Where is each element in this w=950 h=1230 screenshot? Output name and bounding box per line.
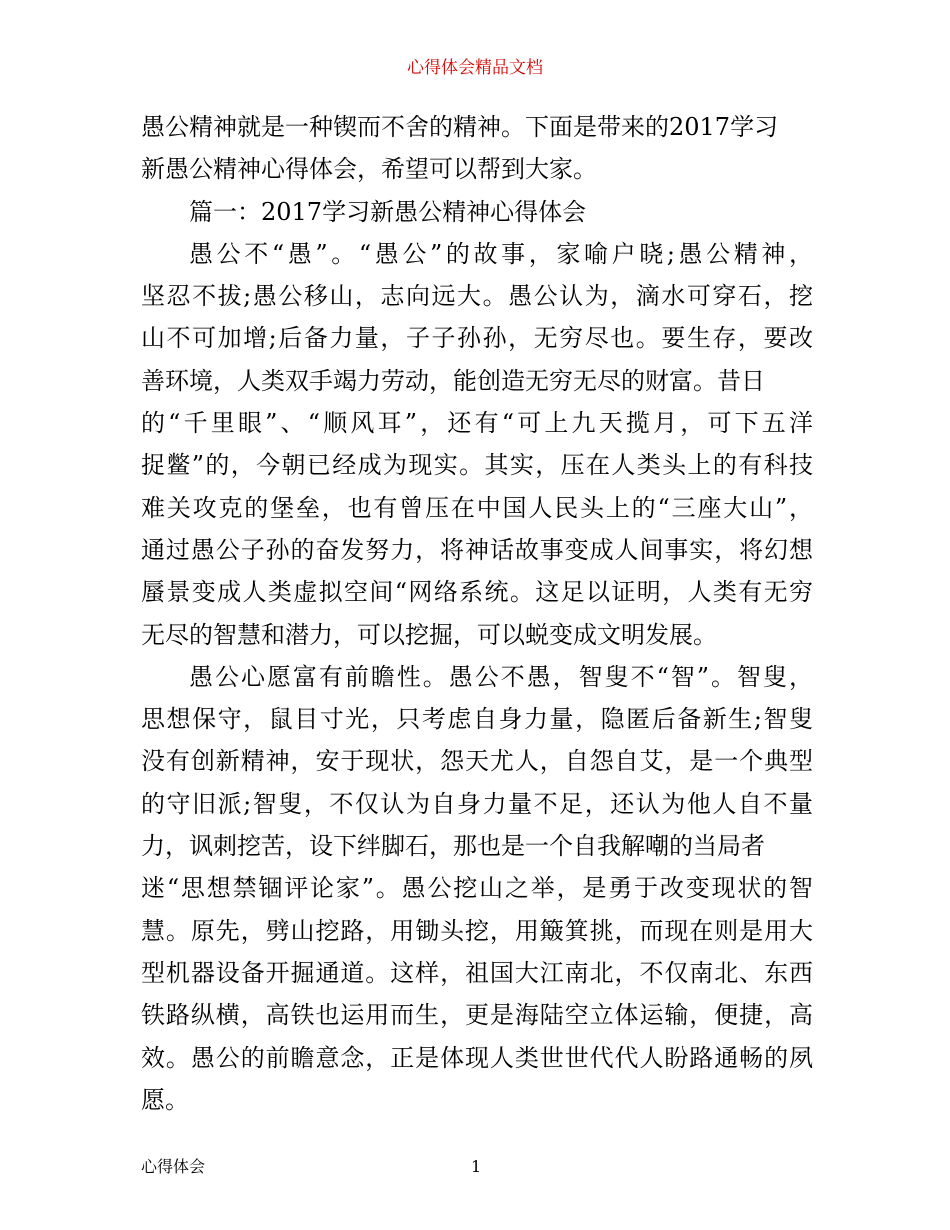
text-line: 型机器设备开掘通道。这样，祖国大江南北，不仅南北、东西	[141, 958, 813, 987]
text-line: 愚公精神就是一种锲而不舍的精神。下面是带来的2017学习	[141, 113, 779, 141]
text-line: 愿。	[141, 1085, 189, 1114]
page-number: 1	[471, 1157, 482, 1176]
text-line: 难关攻克的堡垒，也有曾压在中国人民头上的“三座大山”，	[141, 493, 813, 522]
text-line: 通过愚公子孙的奋发努力，将神话故事变成人间事实，将幻想	[141, 535, 813, 564]
text-line: 效。愚公的前瞻意念，正是体现人类世世代代人盼路通畅的夙	[141, 1043, 813, 1072]
text-line: 的“千里眼”、“顺风耳”，还有“可上九天揽月，可下五洋	[141, 409, 813, 438]
page-header-title: 心得体会精品文档	[407, 58, 543, 78]
footer-label: 心得体会	[141, 1157, 206, 1176]
text-line: 善环境，人类双手竭力劳动，能创造无穷无尽的财富。昔日	[141, 366, 765, 395]
text-line: 愚公不“愚”。“愚公”的故事，家喻户晓;愚公精神，	[189, 239, 813, 268]
text-line: 慧。原先，劈山挖路，用锄头挖，用簸箕挑，而现在则是用大	[141, 916, 813, 945]
text-line: 山不可加增;后备力量，子子孙孙，无穷尽也。要生存，要改	[141, 324, 813, 353]
text-line: 思想保守，鼠目寸光，只考虑自身力量，隐匿后备新生;智叟	[141, 705, 813, 734]
text-line: 的守旧派;智叟，不仅认为自身力量不足，还认为他人自不量	[141, 789, 813, 818]
text-line: 力，讽刺挖苦，设下绊脚石，那也是一个自我解嘲的当局者	[141, 832, 765, 861]
text-line: 没有创新精神，安于现状，怨天尤人，自怨自艾，是一个典型	[141, 747, 813, 776]
text-line: 愚公心愿富有前瞻性。愚公不愚，智叟不“智”。智叟，	[189, 662, 813, 691]
text-line: 新愚公精神心得体会，希望可以帮到大家。	[141, 155, 597, 184]
document-body	[141, 106, 813, 1121]
text-line: 无尽的智慧和潜力，可以挖掘，可以蜕变成文明发展。	[141, 620, 717, 649]
text-line: 捉鳖”的，今朝已经成为现实。其实，压在人类头上的有科技	[141, 451, 813, 480]
text-line: 铁路纵横，高铁也运用而生，更是海陆空立体运输，便捷，高	[141, 1001, 813, 1030]
text-line: 篇一：2017学习新愚公精神心得体会	[189, 197, 587, 226]
text-line: 蜃景变成人类虚拟空间“网络系统。这足以证明，人类有无穷	[141, 578, 813, 607]
text-line: 坚忍不拔;愚公移山，志向远大。愚公认为，滴水可穿石，挖	[141, 282, 813, 311]
text-line: 迷“思想禁锢评论家”。愚公挖山之举，是勇于改变现状的智	[141, 874, 813, 903]
